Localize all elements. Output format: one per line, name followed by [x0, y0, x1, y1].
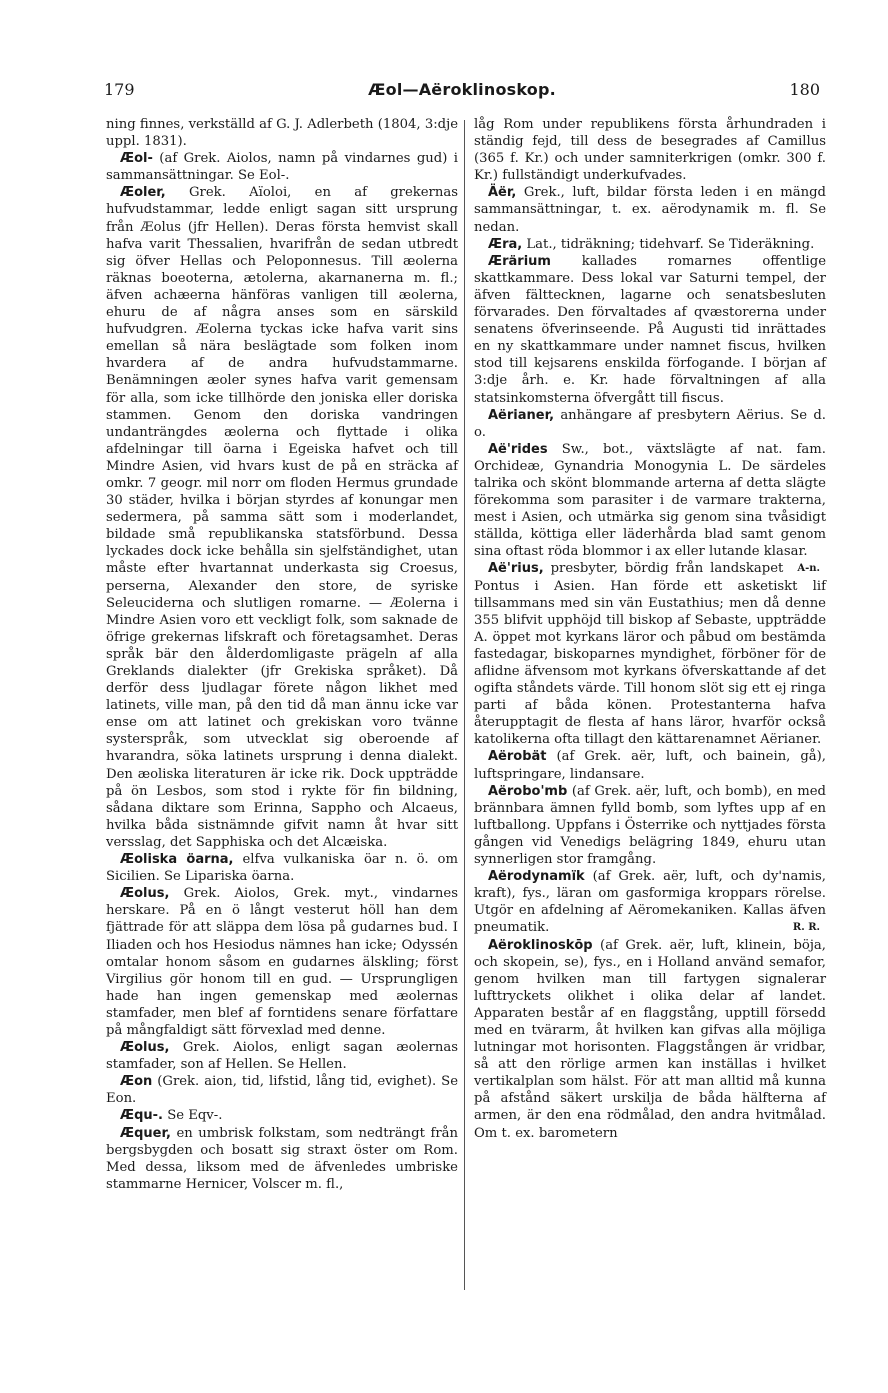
- running-header: [104, 80, 820, 104]
- entry-eoliska-oarna: [106, 851, 458, 885]
- entry-eolus-stamfader: [106, 1039, 458, 1073]
- headword: Æolus,: [120, 886, 170, 902]
- headword: Aërianer,: [488, 407, 555, 423]
- entry-aer: [474, 184, 826, 235]
- running-title: Æol—Aëroklinoskop.: [368, 80, 556, 99]
- entry-eoler: [106, 184, 458, 851]
- entry-text: en umbrisk folkstam, som nedträngt från bergsbygden och bosatt sig straxt öster om Rom. Med dessa, liksom med de äfvenledes umbriske stammarne Hernicer, Volscer m. fl.,: [106, 1125, 458, 1192]
- headword: Aërobo'mb: [488, 783, 568, 799]
- entry-eolus-myt: [106, 885, 458, 1039]
- page-number-right: 180: [789, 80, 820, 99]
- entry-text: kallades romarnes offentlige skattkammare. Dess lokal var Saturni tempel, der äfven fälttecknen, lagarne och senatsbesluten förvarades. Den förvaltades af qvæstorerna under senatens öfverinseende. På Augusti tid inrättades en ny skattkammare under namnet fiscus, hvilken stod till kejsarens enskilda förfogande. I början af 3:dje årh. e. Kr. hade förvaltningen af alla statsinkomsterna öfvergått till fiscus.: [474, 253, 826, 406]
- entry-aeroklinoskop: [474, 937, 826, 1142]
- headword: Äër,: [488, 185, 517, 201]
- entry-text: Se Eqv-.: [163, 1108, 223, 1124]
- headword: Aërodynamïk: [488, 869, 585, 885]
- entry-eol: [106, 150, 458, 184]
- entry-era: [474, 236, 826, 253]
- author-signature: R. R.: [792, 922, 820, 934]
- entry-text: Grek. Aïoloi, en af grekernas hufvudstammar, ledde enligt sagan sitt ursprung från Æolus (jfr Hellen). Deras första hemvist skall hafva varit Thessalien, hvarifrån de sedan utbredt sig öfver Hellas och Peloponnesus. Till æolerna räknas boeoterna, ætolerna, akarnanerna m. fl.; äfven achæerna hänföras vanligen till æolerna, ehuru de af några anses som en särskild hufvudgren. Æolerna tyckas icke hafva varit sins emellan så nära beslägtade som folken inom hvardera af de andra hufvudstammarne. Benämningen æoler synes hafva varit gemensam för alla, som icke tillhörde den joniska eller doriska stammen. Genom den doriska vandringen undanträngdes æolerna och flyttade i olika afdelningar till öarna i Egeiska hafvet och till Mindre Asien, vid hvars kust de på en sträcka af omkr. 7 geogr. mil norr om floden Hermus grundade 30 städer, hvilka i början styrdes af konungar men sedermera, på samma sätt som i moderlandet, bildade små republikanska statsförbund. Dessa lyckades dock icke behålla sin sjelfständighet, utan måste efter hvartannat underkasta sig Croesus, perserna, Alexander den store, de syriske Seleuciderna och slutligen romarne. — Æolerna i Mindre Asien voro ett veckligt folk, som saknade de öfrige grekernas lifskraft och företagsamhet. Deras språk bär den ålderdomligaste prägeln af alla Greklands dialekter (jfr Grekiska språket). Då derför dess ljudlagar förete någon likhet med latinets, ville man, på den tid då man ännu icke var ense om att latinet och grekiskan voro tvänne systerspråk, som utvecklat sig oberoende af hvarandra, söka latinets ursprung i denna dialekt. Den æoliska literaturen är icke rik. Dock uppträdde på ön Lesbos, som stod i rykte för fin bildning, sådana diktare som Erinna, Sappho och Alcaeus, hvilka båda sistnämnde gifvit namn åt hvar sitt versslag, det Sapphiska och det Alcæiska.: [106, 185, 458, 850]
- headword: Æon: [120, 1074, 153, 1090]
- entry-text: (af Grek. aër, luft, och bainein, gå), luftspringare, lindansare.: [474, 749, 826, 782]
- entry-text: (af Grek. aër, luft, och bomb), en med brännbara ämnen fylld bomb, som lyftes upp af en luftballong. Uppfans i Österrike och nyttjades första gången vid Venedigs belägring 1849, ehuru utan synnerligen stor framgång.: [474, 783, 826, 868]
- headword: Aërobät: [488, 749, 547, 765]
- headword: Æquer,: [120, 1125, 171, 1141]
- left-column: [106, 116, 458, 1193]
- page-number-left: 179: [104, 80, 135, 99]
- headword: Æqu-.: [120, 1108, 163, 1124]
- entry-text: (af Grek. aër, luft, och dy'namis, kraft), fys., läran om gasformiga kroppars rörelse. Utgör en afdelning af Aëromekaniken. Kallas äfven pneumatik.: [474, 869, 826, 936]
- continuation-paragraph: låg Rom under republikens första århundraden i ständig fejd, till dess de besegrades af Camillus (365 f. Kr.) och under samniterkrigen (omkr. 300 f. Kr.) fullständigt underkufvades.: [474, 117, 826, 184]
- column-divider: [464, 120, 465, 1290]
- entry-text: presbyter, bördig från landskapet Pontus i Asien. Han förde ett asketiskt lif tillsammans med sin vän Eustathius; men då denne 355 blifvit upphöjd till biskop af Sebaste, uppträdde A. öppet mot kyrkans läror och påbud om bestämda fastedagar, biskoparnes myndighet, förböner för de aflidne äfvensom mot kyrkans öfverskattande af det ogifta ståndets värde. Till honom slöt sig ett ej ringa parti af båda könen. Protestanterna hafva återupptagit de flesta af hans läror, hvarför också katolikerna ofta tillagt den kättarenamnet Aërianer.: [474, 561, 826, 748]
- entry-aerius: [474, 560, 826, 748]
- entry-aerodynamik: [474, 868, 826, 936]
- entry-aerianer: [474, 407, 826, 441]
- headword: Aëroklinoskōp: [488, 937, 593, 953]
- entry-aerobat: [474, 748, 826, 782]
- entry-text: anhängare af presbytern Aërius. Se d. o.: [474, 407, 826, 440]
- entry-eon: [106, 1073, 458, 1107]
- entry-text: elfva vulkaniska öar n. ö. om Sicilien. Se Lipariska öarna.: [106, 852, 458, 885]
- entry-text: Grek. Aiolos, Grek. myt., vindarnes herskare. På en ö långt vesterut höll han dem fjättrade för att släppa dem lösa på gudarnes bud. I Iliaden och hos Hesiodus nämnes han icke; Odyssén omtalar honom såsom en gudarnes älskling; först Virgilius gör honom till en gud. — Ursprungligen hade han ingen gemenskap med æolernas stamfader, men blef af forntidens senare författare på mångfaldigt sätt förvexlad med denne.: [106, 886, 458, 1038]
- entry-equer: [106, 1125, 458, 1193]
- entry-text: Sw., bot., växtslägte af nat. fam. Orchideæ, Gynandria Monogynia L. De särdeles talrika och skönt blommande arterna af detta slägte förekomma som parasiter i de varmare trakterna, mest i Asien, och utmärka sig genom sina tvåsidigt ställda, köttiga eller läderhårda blad samt genom sina oftast röda blommor i ax eller lutande klasar.: [474, 441, 826, 560]
- headword: Æoler,: [120, 185, 166, 201]
- headword: Æoliska öarna,: [120, 852, 234, 868]
- continuation-paragraph: ning finnes, verkställd af G. J. Adlerbeth (1804, 3:dje uppl. 1831).: [106, 117, 458, 150]
- entry-text: Grek. Aiolos, enligt sagan æolernas stamfader, son af Hellen. Se Hellen.: [106, 1040, 458, 1073]
- headword: Ærärium: [488, 253, 551, 269]
- headword: Æolus,: [120, 1040, 170, 1056]
- entry-erarium: [474, 253, 826, 407]
- headword: Aë'rides: [488, 441, 548, 457]
- entry-aerobomb: [474, 783, 826, 868]
- headword: Æra,: [488, 236, 523, 252]
- headword: Æol-: [120, 151, 153, 167]
- entry-text: Lat., tidräkning; tidehvarf. Se Tideräkning.: [522, 236, 815, 252]
- author-signature: A-n.: [797, 563, 820, 575]
- right-column: [474, 116, 826, 1142]
- entry-text: (Grek. aion, tid, lifstid, lång tid, evighet). Se Eon.: [106, 1074, 458, 1107]
- entry-text: (af Grek. Aiolos, namn på vindarnes gud) i sammansättningar. Se Eol-.: [106, 151, 458, 184]
- entry-text: Grek., luft, bildar första leden i en mängd sammansättningar, t. ex. aërodynamik m. fl. Se nedan.: [474, 185, 826, 235]
- headword: Aë'rius,: [488, 561, 544, 577]
- entry-equ: [106, 1107, 458, 1124]
- entry-text: (af Grek. aër, luft, klinein, böja, och skopein, se), fys., en i Holland använd semafor, genom hvilken man till fartygen signalerar lufttryckets olikhet i olika delar af landet. Apparaten består af en flaggstång, upptill försedd med en tvärarm, åt hvilken kan gifvas alla möjliga lutningar mot horisonten. Flaggstången är vridbar, så att den rörlige armen kan inställas i hvilket vertikalplan som hälst. För att man alltid må kunna på afstånd säkert urskilja de båda hälfterna af armen, är den ena rödmålad, den andra hvitmålad. Om t. ex. barometern: [474, 937, 826, 1141]
